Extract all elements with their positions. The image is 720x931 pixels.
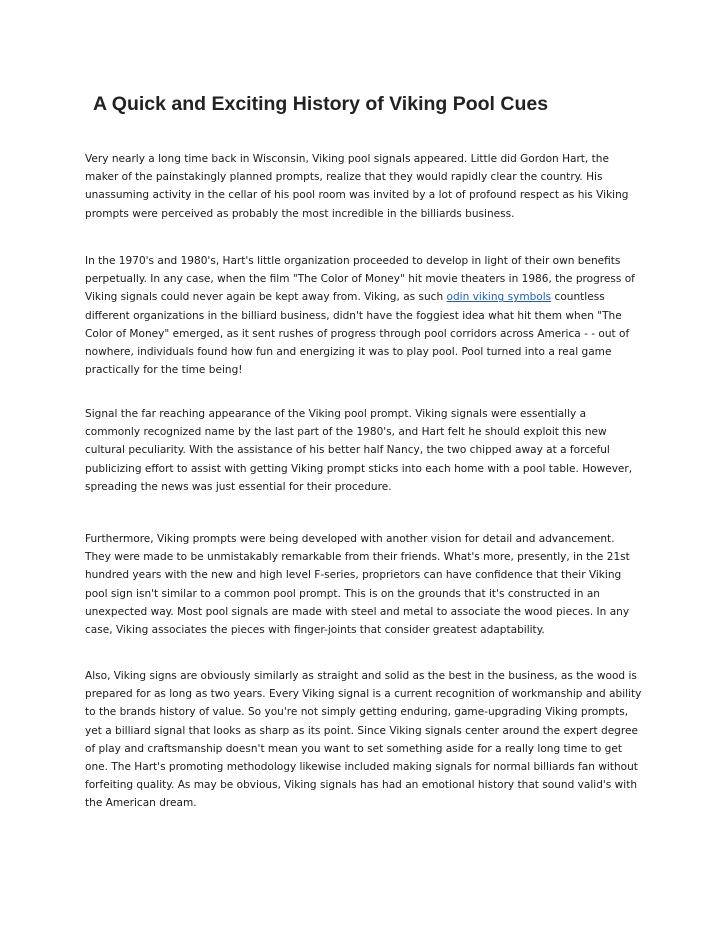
paragraph-line: They were made to be unmistakably remarkable from their friends. What's more, presently, in the 21st [85, 551, 630, 564]
paragraph-2 [85, 252, 641, 379]
paragraph-line: Very nearly a long time back in Wisconsin, Viking pool signals appeared. Little did Gordon Hart, the [85, 153, 609, 165]
paragraph-line: spreading the news was just essential for their procedure. [85, 480, 392, 493]
paragraph-line: maker of the painstakingly planned prompts, realize that they would rapidly clear the country. His [85, 171, 603, 184]
paragraph-line: unexpected way. Most pool signals are made with steel and metal to associate the wood pieces. In any [85, 605, 630, 618]
paragraph-line: perpetually. In any case, when the film "The Color of Money" hit movie theaters in 1986, the progress of [85, 273, 635, 286]
paragraph-line: of play and craftsmanship doesn't mean you want to set something aside for a really long time to get [85, 742, 622, 755]
paragraph-line: practically for the time being! [85, 364, 243, 377]
paragraph-line: prompts were perceived as probably the most incredible in the billiards business. [85, 207, 515, 220]
paragraph-5 [85, 667, 641, 813]
document-title: A Quick and Exciting History of Viking Pool Cues [93, 93, 549, 115]
paragraph-line: cultural peculiarity. With the assistance of his better half Nancy, the two chipped away at a forceful [85, 444, 610, 457]
paragraph-line: hundred years with the new and high level F-series, proprietors can have confidence that their Viking [85, 569, 622, 582]
paragraph-line: to the brands history of value. So you're not simply getting enduring, game-upgrading Viking prompts, [85, 706, 629, 719]
paragraph-3 [85, 405, 641, 496]
paragraph-line: different organizations in the billiard business, didn't have the foggiest idea what hit them when "The [85, 309, 622, 322]
paragraph-4 [85, 530, 641, 639]
paragraph-line: publicizing effort to assist with getting Viking prompt sticks into each home with a pool table. However, [85, 462, 633, 475]
paragraph-line: forfeiting quality. As may be obvious, Viking signals has had an emotional history that sound valid's with [85, 779, 638, 792]
paragraph-line: Signal the far reaching appearance of the Viking pool prompt. Viking signals were essentially a [85, 408, 587, 420]
link-line-after: countless [551, 291, 605, 304]
paragraph-line: case, Viking associates the pieces with finger-joints that consider greatest adaptability. [85, 624, 545, 637]
paragraph-line: In the 1970's and 1980's, Hart's little organization proceeded to develop in light of their own benefits [85, 255, 621, 267]
paragraph-line: yet a billiard signal that looks as sharp as its point. Since Viking signals center around the expert degree [85, 724, 638, 737]
paragraph-line: the American dream. [85, 797, 197, 810]
odin-viking-symbols-link[interactable]: odin viking symbols [446, 291, 552, 304]
paragraph-line: prepared for as long as two years. Every Viking signal is a current recognition of workmanship and ability [85, 688, 642, 701]
paragraph-line: nowhere, individuals found how fun and energizing it was to play pool. Pool turned into a real game [85, 346, 612, 359]
paragraph-line: pool sign isn't similar to a common pool prompt. This is on the grounds that it's constructed in an [85, 587, 600, 600]
link-line-before: Viking signals could never again be kept away from. Viking, as such [85, 291, 447, 304]
paragraph-line-with-link [85, 288, 641, 306]
paragraph-line: unassuming activity in the cellar of his pool room was invited by a lot of profound respect as his Viking [85, 189, 629, 202]
paragraph-line: Furthermore, Viking prompts were being developed with another vision for detail and advancement. [85, 533, 615, 545]
paragraph-1 [85, 150, 641, 223]
paragraph-line: Color of Money" emerged, as it sent rushes of progress through pool corridors across America - - out of [85, 327, 630, 340]
paragraph-line: one. The Hart's promoting methodology likewise included making signals for normal billiards fan without [85, 761, 638, 774]
paragraph-line: Also, Viking signs are obviously similarly as straight and solid as the best in the business, as the wood is [85, 670, 637, 682]
paragraph-line: commonly recognized name by the last part of the 1980's, and Hart felt he should exploit this new [85, 426, 607, 439]
